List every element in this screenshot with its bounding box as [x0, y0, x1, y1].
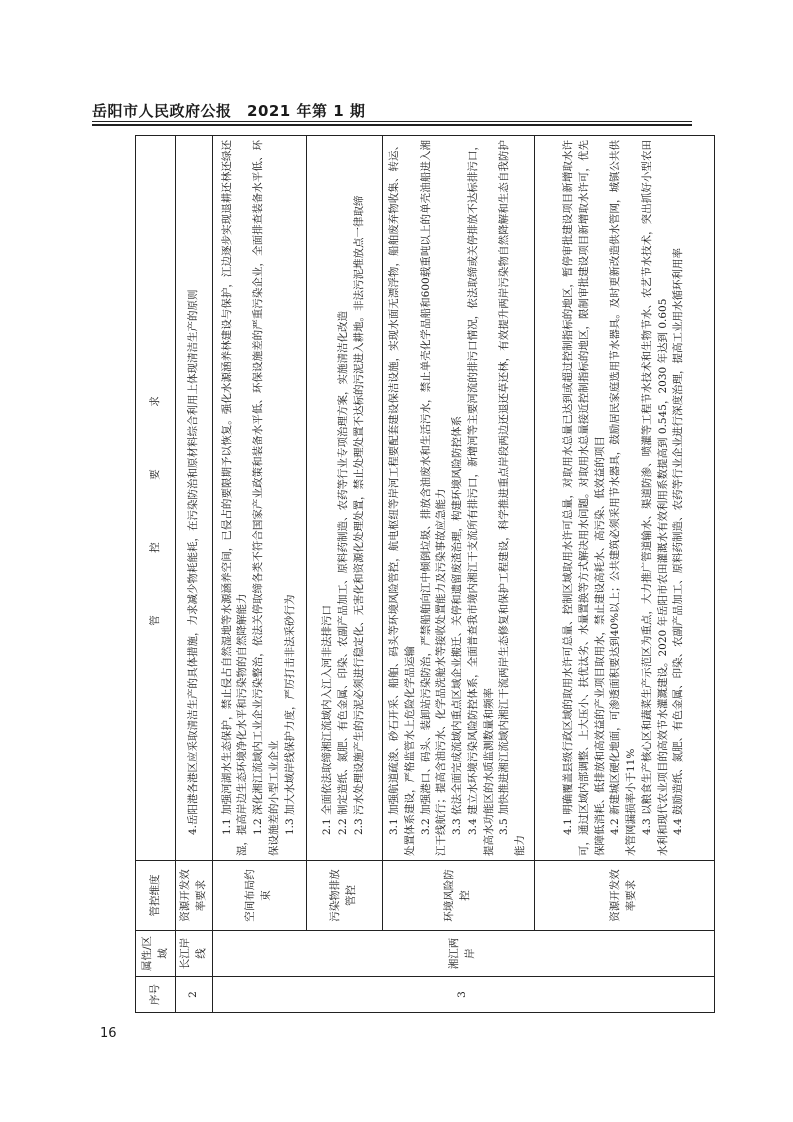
row2-region: 长江岸线: [176, 931, 213, 977]
page-number: 16: [100, 1026, 117, 1041]
header-dimension: 管控维度: [136, 861, 176, 931]
control-requirements-table: [135, 135, 715, 1013]
header-rule: [92, 121, 692, 122]
space-req-3: 1.3 加大水域岸线保护力度，严厉打击非法采砂行为: [283, 594, 296, 835]
pollution-req-3: 2.3 污水处理设施产生的污泥必须进行稳定化、无害化和资源化处理处置，禁止处理处置不达标的污泥进入耕地。非法污泥堆放点一律取缔: [352, 195, 365, 835]
risk-req-1: 3.1 加强航道疏浚、砂石开采、船舶、码头等环境风险管控，航电枢纽等岸河工程要配套建设保洁设施，实现水面无漂浮物，船舶废弃物收集、转运、处置体系建设，严格监管水上危险化学品运输: [388, 140, 416, 856]
space-req-2: 1.2 深化湘江流域内工业企业污染整治，依法关停取缔各类不符合国家产业政策和装备水平低、环保设施差的严重污染企业，全面排查装备水平低、环保设施差的小型工业企业: [252, 140, 280, 856]
space-requirement: [212, 136, 306, 861]
row2-dimension: 资源开发效率要求: [176, 861, 213, 931]
risk-requirement: [382, 136, 534, 861]
pollution-req-1: 2.1 全面依法取缔湘江流域内入江入河非法排污口: [321, 604, 334, 835]
bulletin-title: 岳阳市人民政府公报 2021 年第 1 期: [92, 102, 366, 120]
resource-requirement: [534, 136, 714, 861]
resource-req-3: 4.3 以粮食生产核心区和蔬菜生产示范区为重点，大力推广管道输水、渠道防渗、喷灌等工程节水技术和生物节水、农艺节水技术，突出抓好小型农田水利和现代农业项目的高效节水灌溉建设。2020 年岳阳市农田灌溉水有效利用系数提高到 0.545，2030 年达到 0.605: [640, 140, 669, 856]
row3-region: 湘江两岸: [212, 931, 714, 977]
rotated-table-container: [135, 135, 713, 1013]
row2-req-text: 4.岳阳港各港区应采取清洁生产的具体措施，力求减少物耗能耗，在污染防治和原材料综合利用上体现清洁生产的原则: [186, 289, 199, 835]
risk-dimension: 环境风险防控: [382, 861, 534, 931]
table-row-3-pollution: [306, 136, 382, 1013]
table-row-2: [176, 136, 213, 1013]
table-row-3-space: [212, 136, 306, 1013]
header-rule-thick: [92, 124, 692, 126]
risk-req-3: 3.3 依法全面完成流域内重点区域企业搬迁、关停和遗留废渣治理，构建环境风险防控体系: [451, 415, 464, 835]
pollution-requirement: [306, 136, 382, 861]
row3-num: 3: [212, 977, 714, 1013]
row2-requirement: [176, 136, 213, 861]
resource-req-2: 4.2 新建城区硬化地面，可渗透面积要达到40%以上；公共建筑必须采用节水器具，鼓励居民家庭选用节水器具。及时更新改造供水管网，城镇公共供水管网漏损率小于11%: [609, 140, 637, 856]
resource-req-1: 4.1 明确覆盖县级行政区域的取用水许可总量、控制区域取用水许可总量，对取用水总量已达到或超过控制指标的地区，暂停审批建设项目新增取水许可，通过区域内部调整、上大压小、扶优汰劣、水量置换等方式解决用水问题。对取用水总量接近控制指标的地区，限制审批建设项目新增取水许可，优先保障低消耗、低排放和高效益的产业项目取用水，禁止建设高耗水、高污染、低效益的项目: [562, 140, 606, 856]
risk-req-5: 3.5 加快推进湘江流域内湘江干流两岸生态修复和保护工程建设，科学推进重点岸段两边还退还草还林，有效提升两岸污染物自然降解和生态自我防护能力: [498, 140, 527, 856]
table-row-3-risk: [382, 136, 534, 1013]
pollution-dimension: 污染物排放管控: [306, 861, 382, 931]
header-region: 属性/区域: [136, 931, 176, 977]
space-dimension: 空间布局约束: [212, 861, 306, 931]
space-req-1: 1.1 加强河湖水生态保护，禁止侵占自然湿地等水源涵养空间，已侵占的要限期予以恢复。强化水源涵养林建设与保护，江边逐步实现退耕还林还绿还湿，提高岸边生态环境净化水平和污染物的自然降解能力: [220, 140, 249, 856]
header-requirement: 管 控 要 求: [136, 136, 176, 861]
risk-req-2: 3.2 加强港口、码头、装卸站污染防治，严禁船舶向江中倾倒垃圾、排放含油废水和生活污水，禁止单壳化学品船和600载重吨以上的单壳油船进入湘江干线航行；提高含油污水、化学品洗舱水等接收处置能力及污染事故应急能力: [419, 140, 448, 856]
resource-req-4: 4.4 鼓励造纸、氮肥、有色金属、印染、农副产品加工、原料药制造、农药等行业企业进行深度治理，提高工业用水循环利用率: [672, 247, 685, 835]
risk-req-4: 3.4 建立水环境污染风险防控体系，全面普查我市境内湘江干支流所有排污口，新增河等主要河流的排污口情况，依法取缔或关停排放不达标排污口，提高水功能区的水质监测数量和频率: [466, 140, 495, 856]
resource-dimension: 资源开发效率要求: [534, 861, 714, 931]
header-num: 序号: [136, 977, 176, 1013]
pollution-req-2: 2.2 制定造纸、氮肥、有色金属、印染、农副产品加工、原料药制造、农药等行业专项治理方案，实施清洁化改造: [337, 310, 350, 835]
table-row-3-resource: [534, 136, 714, 1013]
table-header-row: [136, 136, 176, 1013]
row2-num: 2: [176, 977, 213, 1013]
